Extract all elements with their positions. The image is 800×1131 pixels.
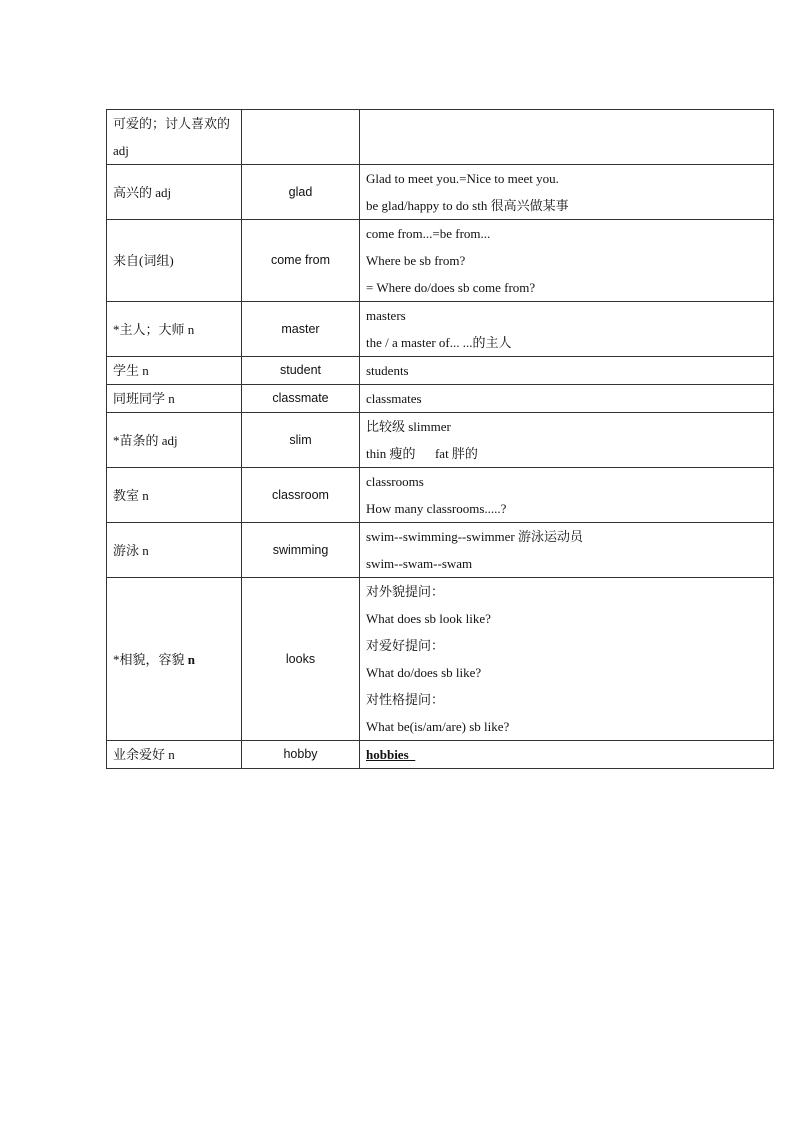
chinese-meaning-cell — [107, 578, 242, 741]
notes-cell — [360, 413, 774, 468]
notes-cell — [360, 578, 774, 741]
chinese-meaning-cell: 高兴的 adj — [107, 165, 242, 220]
note-line: Where be sb from? — [366, 253, 466, 268]
english-word-cell: master — [242, 302, 360, 357]
table-row — [107, 578, 774, 741]
table-row — [107, 220, 774, 302]
chinese-meaning-cell: *主人；大师 n — [107, 302, 242, 357]
note-line: swim--swimming--swimmer 游泳运动员 — [366, 529, 584, 544]
table-row — [107, 302, 774, 357]
note-line: What do/does sb like? — [366, 665, 482, 680]
english-word-cell: slim — [242, 413, 360, 468]
note-line: be glad/happy to do sth 很高兴做某事 — [366, 198, 569, 213]
english-word-cell: swimming — [242, 523, 360, 578]
notes-cell — [360, 741, 774, 769]
english-word-cell: hobby — [242, 741, 360, 769]
note-line: 对性格提问： — [366, 692, 445, 707]
note-line: 对外貌提问： — [366, 584, 445, 599]
note-line: = Where do/does sb come from? — [366, 280, 536, 295]
english-word-cell: come from — [242, 220, 360, 302]
note-line: 对爱好提问： — [366, 638, 445, 653]
notes-cell — [360, 523, 774, 578]
english-word-cell: classroom — [242, 468, 360, 523]
table-row — [107, 413, 774, 468]
table-row — [107, 110, 774, 165]
english-word-cell: glad — [242, 165, 360, 220]
chinese-meaning-text: *相貌，容貌 — [113, 651, 188, 667]
english-word-cell — [242, 110, 360, 165]
english-word-cell: student — [242, 357, 360, 385]
english-word-cell: looks — [242, 578, 360, 741]
chinese-meaning-cell — [107, 110, 242, 165]
note-line: come from...=be from... — [366, 226, 491, 241]
table-row — [107, 523, 774, 578]
note-line-bold-underlined: hobbies_ — [366, 747, 416, 762]
english-word-cell: classmate — [242, 385, 360, 413]
note-line: students — [366, 363, 409, 378]
chinese-meaning-line: 可爱的；讨人喜欢的 — [113, 116, 231, 131]
note-line: Glad to meet you.=Nice to meet you. — [366, 171, 559, 186]
table-row — [107, 165, 774, 220]
part-of-speech-bold: n — [187, 651, 195, 667]
notes-cell — [360, 357, 774, 385]
chinese-meaning-cell: *苗条的 adj — [107, 413, 242, 468]
chinese-meaning-cell: 业余爱好 n — [107, 741, 242, 769]
notes-cell — [360, 165, 774, 220]
part-of-speech-line: adj — [113, 143, 129, 158]
chinese-meaning-cell: 来自(词组) — [107, 220, 242, 302]
note-line: How many classrooms.....? — [366, 501, 507, 516]
note-line: thin 瘦的 fat 胖的 — [366, 446, 478, 461]
table-row — [107, 741, 774, 769]
note-line: 比较级 slimmer — [366, 419, 451, 434]
chinese-meaning-cell: 同班同学 n — [107, 385, 242, 413]
note-line: masters — [366, 308, 406, 323]
note-line: What does sb look like? — [366, 611, 491, 626]
note-line: swim--swam--swam — [366, 556, 473, 571]
note-line: classmates — [366, 391, 422, 406]
table-row — [107, 468, 774, 523]
notes-cell — [360, 468, 774, 523]
note-line: classrooms — [366, 474, 424, 489]
chinese-meaning-cell: 游泳 n — [107, 523, 242, 578]
notes-cell — [360, 385, 774, 413]
table-row — [107, 385, 774, 413]
notes-cell — [360, 220, 774, 302]
notes-cell — [360, 302, 774, 357]
notes-cell — [360, 110, 774, 165]
note-line: the / a master of... ...的主人 — [366, 335, 512, 350]
chinese-meaning-cell: 教室 n — [107, 468, 242, 523]
table-row — [107, 357, 774, 385]
vocabulary-table — [106, 109, 774, 769]
chinese-meaning-cell: 学生 n — [107, 357, 242, 385]
note-line: What be(is/am/are) sb like? — [366, 719, 510, 734]
